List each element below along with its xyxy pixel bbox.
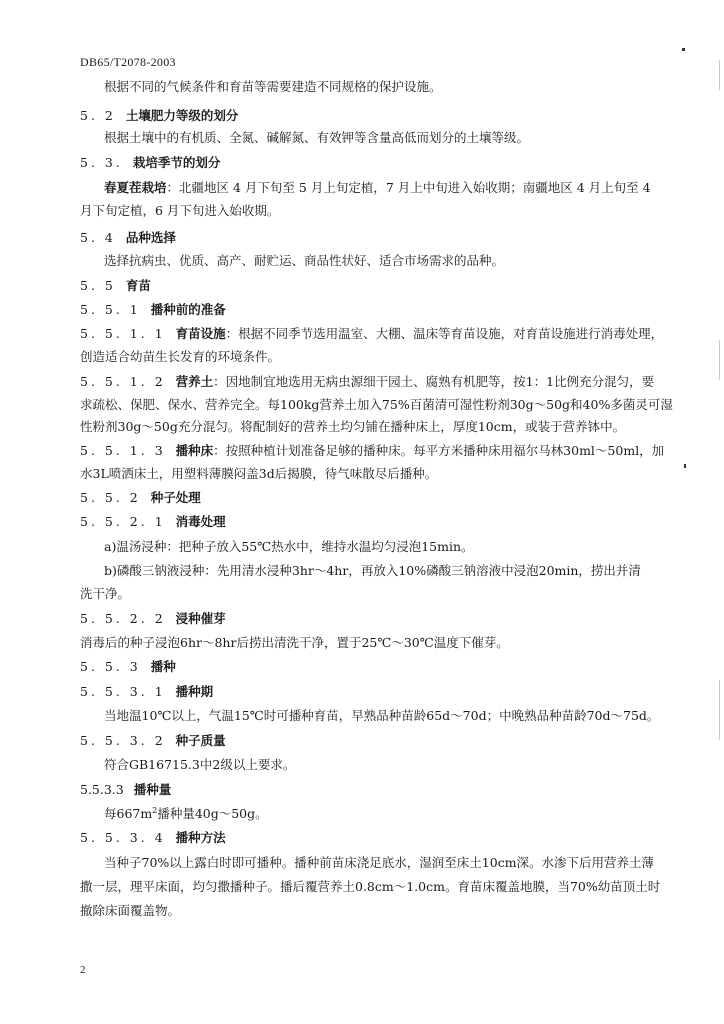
scan-edge-mark [719, 340, 720, 380]
section-title: 种子质量 [175, 733, 226, 748]
section-heading-5-2 [80, 108, 664, 124]
scan-edge-mark [719, 60, 720, 90]
clause-5-5-1-3 [80, 443, 664, 459]
clause-text: ：根据不同季节选用温室、大棚、温床等育苗设施，对育苗设施进行消毒处理， [225, 326, 664, 341]
section-number: 5. 5 [80, 278, 116, 293]
clause-title: 营养土 [175, 374, 214, 389]
paragraph: 符合GB16715.3中2级以上要求。 [104, 757, 296, 772]
section-number: 5. 5. 1. 1 [80, 326, 166, 341]
paragraph-continued: 性粉剂30g～50g充分混匀。将配制好的营养土均匀铺在播种床上，厚度10cm，或装于营养钵中。 [80, 419, 626, 434]
paragraph-continued: 求疏松、保肥、保水、营养完全。每100kg营养土加入75%百菌清可湿性粉剂30g～50g和40%多菌灵可湿 [80, 397, 673, 412]
section-number: 5. 5. 3 [80, 659, 141, 674]
paragraph-continued: 水3L喷洒床土，用塑料薄膜闷盖3d后揭膜，待气味散尽后播种。 [80, 466, 438, 481]
paragraph-continued: 撤除床面覆盖物。 [80, 903, 181, 918]
section-title: 品种选择 [125, 230, 176, 245]
section-heading-5-5-3-2 [80, 733, 664, 749]
list-item: b)磷酸三钠液浸种：先用清水浸种3hr～4hr，再放入10%磷酸三钠溶液中浸泡20min，捞出并清 [104, 563, 641, 578]
clause-text: ：因地制宜地选用无病虫源细干园土、腐熟有机肥等，按1：1比例充分混匀，要 [213, 374, 655, 389]
section-title: 消毒处理 [175, 514, 226, 529]
section-heading-5-5 [80, 278, 664, 294]
paragraph-text: ：北疆地区 4 月下旬至 5 月上旬定植，7 月上中旬进入始收期；南疆地区 4 月上旬至 4 [166, 180, 651, 195]
section-number: 5. 5. 1. 3 [80, 443, 166, 458]
section-title: 育苗 [125, 278, 151, 293]
list-item: a)温汤浸种：把种子放入55℃热水中，维持水温均匀浸泡15min。 [104, 539, 474, 554]
section-title: 土壤肥力等级的划分 [125, 108, 239, 123]
paragraph-continued: 洗干净。 [80, 586, 131, 601]
section-heading-5-5-3-4 [80, 830, 664, 846]
section-title: 播种方法 [175, 830, 226, 845]
section-title: 浸种催芽 [175, 611, 226, 626]
section-number: 5. 5. 1. 2 [80, 374, 166, 389]
section-title: 播种量 [133, 782, 172, 797]
section-title: 播种期 [175, 684, 214, 699]
section-title: 种子处理 [150, 490, 201, 505]
page-number: 2 [80, 964, 86, 976]
section-number: 5. 5. 2. 1 [80, 514, 166, 529]
scan-speck [682, 48, 685, 51]
section-heading-5-5-2-1 [80, 514, 664, 530]
section-number: 5. 4 [80, 230, 116, 245]
section-number: 5. 5. 3. 2 [80, 733, 166, 748]
section-number: 5. 5. 2 [80, 490, 141, 505]
paragraph: 当地温10℃以上，气温15℃时可播种育苗，早熟品种苗龄65d～70d；中晚熟品种苗龄70d～75d。 [104, 708, 660, 723]
section-heading-5-5-3 [80, 659, 664, 675]
section-heading-5-5-2 [80, 490, 664, 506]
standard-code: DB65/T2078-2003 [80, 55, 176, 69]
paragraph: 当种子70%以上露白时即可播种。播种前苗床浇足底水，湿润至床土10cm深。水渗下后用营养土薄 [104, 855, 655, 870]
paragraph-continued: 创造适合幼苗生长发育的环境条件。 [80, 349, 281, 364]
section-heading-5-5-2-2 [80, 611, 664, 627]
paragraph [104, 806, 664, 822]
inline-term: 春夏茬栽培 [104, 180, 167, 195]
section-number: 5. 5. 1 [80, 302, 141, 317]
section-number: 5. 5. 3. 4 [80, 830, 166, 845]
section-heading-5-3 [80, 155, 664, 171]
section-heading-5-5-3-3 [80, 782, 664, 798]
section-number: 5. 3. [80, 155, 123, 170]
paragraph-text: 播种量40g～50g。 [157, 806, 268, 821]
superscript: 2 [152, 805, 158, 815]
paragraph: 根据不同的气候条件和育苗等需要建造不同规格的保护设施。 [104, 79, 442, 94]
clause-5-5-1-1 [80, 326, 664, 342]
paragraph [104, 180, 664, 196]
section-title: 播种 [150, 659, 176, 674]
clause-title: 播种床 [175, 443, 214, 458]
section-heading-5-5-3-1 [80, 684, 664, 700]
paragraph: 选择抗病虫、优质、高产、耐贮运、商品性状好、适合市场需求的品种。 [104, 253, 505, 268]
paragraph-continued: 月下旬定植，6 月下旬进入始收期。 [80, 203, 280, 218]
paragraph: 消毒后的种子浸泡6hr～8hr后捞出清洗干净，置于25℃～30℃温度下催芽。 [80, 635, 509, 650]
scan-speck [684, 464, 686, 468]
clause-title: 育苗设施 [175, 326, 226, 341]
section-heading-5-5-1 [80, 302, 664, 318]
section-heading-5-4 [80, 230, 664, 246]
section-number: 5. 5. 2. 2 [80, 611, 166, 626]
paragraph: 根据土壤中的有机质、全氮、碱解氮、有效钾等含量高低而划分的土壤等级。 [104, 130, 530, 145]
section-number: 5. 2 [80, 108, 116, 123]
paragraph-continued: 撒一层，理平床面，均匀撒播种子。播后覆营养土0.8cm～1.0cm。育苗床覆盖地膜，当70%幼苗顶土时 [80, 879, 661, 894]
scan-edge-mark [719, 680, 720, 740]
clause-5-5-1-2 [80, 374, 664, 390]
section-title: 播种前的准备 [150, 302, 226, 317]
paragraph-text: 每667m [104, 806, 153, 821]
section-title: 栽培季节的划分 [132, 155, 221, 170]
section-number: 5. 5. 3. 1 [80, 684, 166, 699]
clause-text: ：按照种植计划准备足够的播种床。每平方米播种床用福尔马林30ml～50ml，加 [213, 443, 665, 458]
section-number: 5.5.3.3 [80, 782, 124, 797]
